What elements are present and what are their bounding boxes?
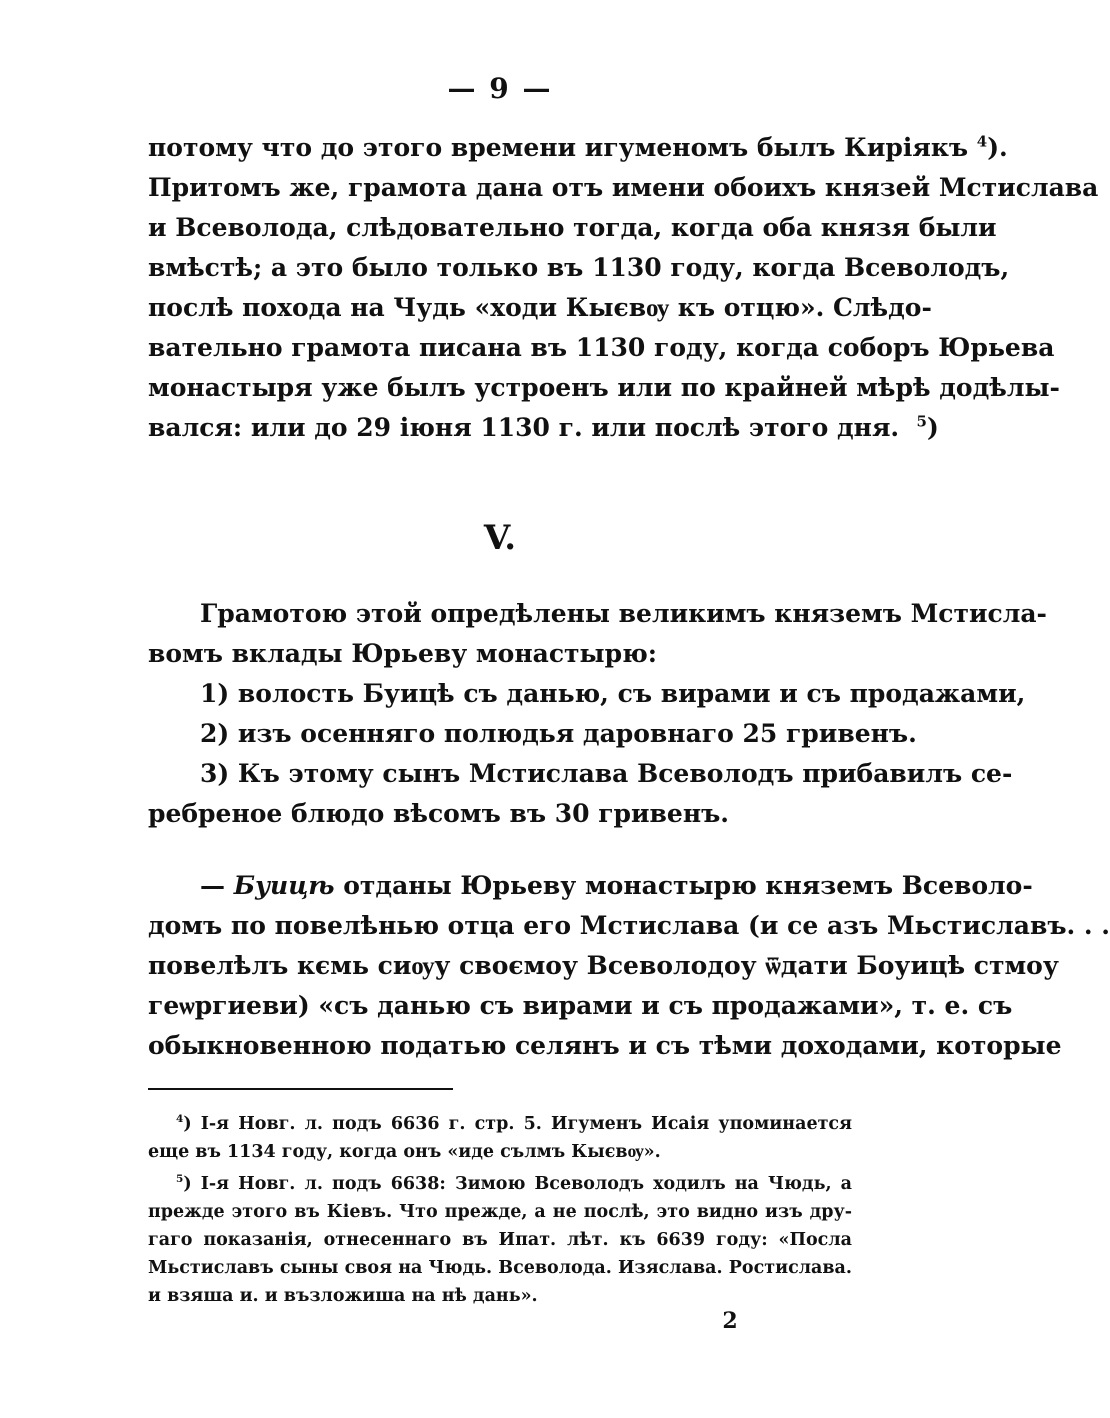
paragraph1-line-text: вался: или до 29 іюня 1130 г. или послѣ этого дня.: [148, 413, 900, 442]
footnote-text: ) І-я Новг. л. подъ 6638: Зимою Всеволодъ ходилъ на Чюдь, а: [183, 1174, 852, 1194]
paragraph3-line: домъ по повелѣнью отца его Мстислава (и се азъ Мьстиславъ. . .: [148, 911, 1110, 940]
paragraph1-line-last: [148, 408, 939, 448]
footnote-ref-5[interactable]: 5: [916, 412, 927, 431]
running-header-page-number: — 9 —: [447, 72, 553, 105]
section-heading-v: V.: [483, 518, 517, 558]
paragraph3-line: повелѣлъ кємь сиѹу своємоу Всеволодоу ѿдати Боуицѣ стмоу: [148, 951, 1059, 980]
footnote-number: 4: [176, 1113, 184, 1126]
footnote-5-line: и взяша и. и възложиша на нѣ дань».: [148, 1286, 538, 1306]
paragraph2-line: Грамотою этой опредѣлены великимъ княземъ Мстисла-: [200, 599, 1047, 628]
signature-mark: 2: [722, 1308, 738, 1334]
emphasized-term: Буицѣ: [233, 871, 335, 900]
list-item-3-continued: ребреное блюдо вѣсомъ въ 30 гривенъ.: [148, 799, 729, 828]
paragraph1-line-text: потому что до этого времени игуменомъ былъ Киріякъ: [148, 133, 969, 162]
paragraph1-line: вмѣстѣ; а это было только въ 1130 году, когда Всеволодъ,: [148, 253, 1010, 282]
emdash: —: [200, 871, 234, 900]
footnote-4-line: еще въ 1134 году, когда онъ «иде сълмъ Кыєвѹ».: [148, 1142, 661, 1162]
footnote-5-line: Мьстиславъ сыны своя на Чюдь. Всеволода. Изяслава. Ростислава.: [148, 1258, 852, 1278]
footnote-separator: [148, 1088, 453, 1090]
paragraph1-line: и Всеволода, слѣдовательно тогда, когда оба князя были: [148, 213, 997, 242]
paragraph1-line-tail: ).: [987, 133, 1008, 162]
paragraph3-line: [200, 866, 1033, 906]
paragraph1-line-tail: ): [926, 413, 939, 442]
footnote-ref-4[interactable]: 4: [976, 132, 988, 151]
paragraph1-line: [148, 128, 1008, 168]
paragraph3-line: геѡргиеви) «съ данью съ вирами и съ продажами», т. е. съ: [148, 991, 1013, 1020]
paragraph1-line: вательно грамота писана въ 1130 году, когда соборъ Юрьева: [148, 333, 1055, 362]
footnote-text: ) І-я Новг. л. подъ 6636 г. стр. 5. Игуменъ Исаія упоминается: [183, 1114, 852, 1134]
paragraph3-line: обыкновенною податью селянъ и съ тѣми доходами, которые: [148, 1031, 1062, 1060]
list-item-3: 3) Къ этому сынъ Мстислава Всеволодъ прибавилъ се-: [200, 759, 1013, 788]
footnote-number: 5: [176, 1173, 184, 1186]
footnote-5: [176, 1170, 852, 1198]
footnote-5-line: прежде этого въ Кіевъ. Что прежде, а не послѣ, это видно изъ дру-: [148, 1202, 852, 1222]
paragraph1-line: монастыря уже былъ устроенъ или по крайней мѣрѣ додѣлы-: [148, 373, 1060, 402]
paragraph1-line: Притомъ же, грамота дана отъ имени обоихъ князей Мстислава: [148, 173, 1099, 202]
paragraph1-line: послѣ похода на Чудь «ходи Кыєвѹ къ отцю». Слѣдо-: [148, 293, 932, 322]
list-item-2: 2) изъ осенняго полюдья даровнаго 25 гривенъ.: [200, 719, 917, 748]
list-item-1: 1) волость Буицѣ съ данью, съ вирами и съ продажами,: [200, 679, 1026, 708]
paragraph2-line: вомъ вклады Юрьеву монастырю:: [148, 639, 657, 668]
paragraph3-line-text: отданы Юрьеву монастырю княземъ Всеволо-: [334, 871, 1033, 900]
footnote-4: [176, 1110, 852, 1138]
footnote-5-line: гаго показанія, отнесеннаго въ Ипат. лѣт. къ 6639 году: «Посла: [148, 1230, 852, 1250]
